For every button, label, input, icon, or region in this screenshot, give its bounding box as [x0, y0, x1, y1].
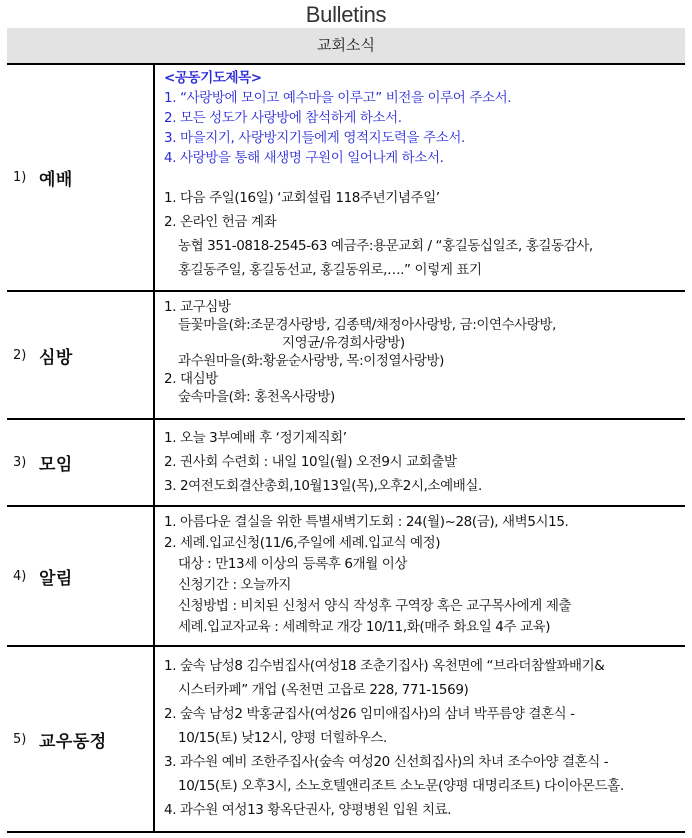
list-item: 세례.입교자교육 : 세례학교 개강 10/11,화(매주 화요일 4주 교육) — [178, 619, 551, 635]
prayer-heading: <공동기도제목> — [164, 70, 262, 86]
section-content — [155, 507, 685, 645]
section-title: 알림 — [39, 568, 73, 589]
list-item: 2. 온라인 헌금 계좌 — [164, 214, 277, 230]
section-content — [155, 65, 685, 290]
section-number: 4) — [13, 568, 27, 584]
list-item: 10/15(토) 오후3시, 소노호텔앤리조트 소노문(양평 대명리조트) 다이아몬드홀. — [178, 778, 624, 794]
list-item: 홍길동주일, 홍길동선교, 홍길동위로,….” 이렇게 표기 — [178, 262, 482, 278]
list-item: 1. 교구심방 — [164, 299, 231, 315]
list-item: 4. 과수원 여성13 황옥단권사, 양평병원 입원 치료. — [164, 802, 452, 818]
list-item: 1. 아름다운 결실을 위한 특별새벽기도회 : 24(월)~28(금), 새벽5시15. — [164, 514, 569, 530]
section-title: 심방 — [39, 347, 73, 368]
prayer-item: 1. “사랑방에 모이고 예수마을 이루고” 비전을 이루어 주소서. — [164, 90, 512, 106]
list-item: 지영균/유경희사랑방) — [282, 335, 405, 351]
section-content — [155, 647, 685, 831]
section-number: 3) — [13, 455, 27, 470]
section-row-fellowship — [7, 647, 685, 833]
bulletin-table — [7, 28, 685, 833]
list-item: 3. 과수원 예비 조한주집사(숲속 여성20 신선희집사)의 차녀 조수아양 결혼식 - — [164, 754, 609, 770]
section-row-worship — [7, 65, 685, 292]
list-item: 들꽃마을(화:조문경사랑방, 김종택/채정아사랑방, 금:이연수사랑방, — [178, 317, 557, 333]
section-content — [155, 420, 685, 505]
section-row-visit — [7, 292, 685, 420]
list-item: 3. 2여전도회결산총회,10월13일(목),오후2시,소예배실. — [164, 478, 482, 494]
list-item: 신청방법 : 비치된 신청서 양식 작성후 구역장 혹은 교구목사에게 제출 — [178, 598, 572, 614]
list-item: 1. 숲속 남성8 김수범집사(여성18 조춘기집사) 옥천면에 “브라더참쌀꽈배기& — [164, 658, 605, 674]
list-item: 2. 세례.입교신청(11/6,주일에 세례.입교식 예정) — [164, 535, 441, 551]
list-item: 2. 숲속 남성2 박홍균집사(여성26 임미애집사)의 삼녀 박푸름양 결혼식 - — [164, 706, 575, 722]
table-header: 교회소식 — [7, 28, 685, 65]
list-item: 2. 대심방 — [164, 371, 218, 387]
section-label — [7, 65, 155, 290]
section-title: 모임 — [39, 455, 73, 475]
list-item: 숲속마을(화: 홍천옥사랑방) — [178, 389, 335, 405]
page-title: Bulletins — [305, 2, 387, 27]
list-item: 대상 : 만13세 이상의 등록후 6개월 이상 — [178, 556, 408, 572]
section-label — [7, 420, 155, 505]
section-number: 1) — [13, 170, 27, 185]
section-row-meeting — [7, 420, 685, 507]
section-content — [155, 292, 685, 418]
list-item: 1. 다음 주일(16일) ‘교회설립 118주년기념주일’ — [164, 190, 440, 206]
spacer — [164, 168, 685, 186]
prayer-item: 4. 사랑방을 통해 새생명 구원이 일어나게 하소서. — [164, 150, 444, 166]
section-title: 예배 — [39, 170, 73, 190]
prayer-item: 2. 모든 성도가 사랑방에 참석하게 하소서. — [164, 110, 402, 126]
list-item: 신청기간 : 오늘까지 — [178, 577, 292, 593]
section-label — [7, 647, 155, 831]
section-number: 5) — [13, 731, 27, 747]
list-item: 1. 오늘 3부예배 후 ‘정기제직회’ — [164, 430, 347, 446]
list-item: 2. 권사회 수련회 : 내일 10일(월) 오전9시 교회출발 — [164, 454, 457, 470]
list-item: 10/15(토) 낮12시, 양평 더힐하우스. — [178, 730, 387, 746]
list-item: 과수원마을(화:황윤순사랑방, 목:이정열사랑방) — [178, 353, 444, 369]
list-item: 시스터카페” 개업 (옥천면 고읍로 228, 771-1569) — [178, 682, 469, 698]
list-item: 농협 351-0818-2545-63 예금주:용문교회 / “홍길동십일조, 홍길동감사, — [178, 238, 593, 254]
section-label — [7, 507, 155, 645]
section-row-notice — [7, 507, 685, 647]
section-number: 2) — [13, 347, 27, 363]
section-label — [7, 292, 155, 418]
prayer-item: 3. 마을지기, 사랑방지기들에게 영적지도력을 주소서. — [164, 130, 465, 146]
section-title: 교우동정 — [39, 731, 107, 752]
